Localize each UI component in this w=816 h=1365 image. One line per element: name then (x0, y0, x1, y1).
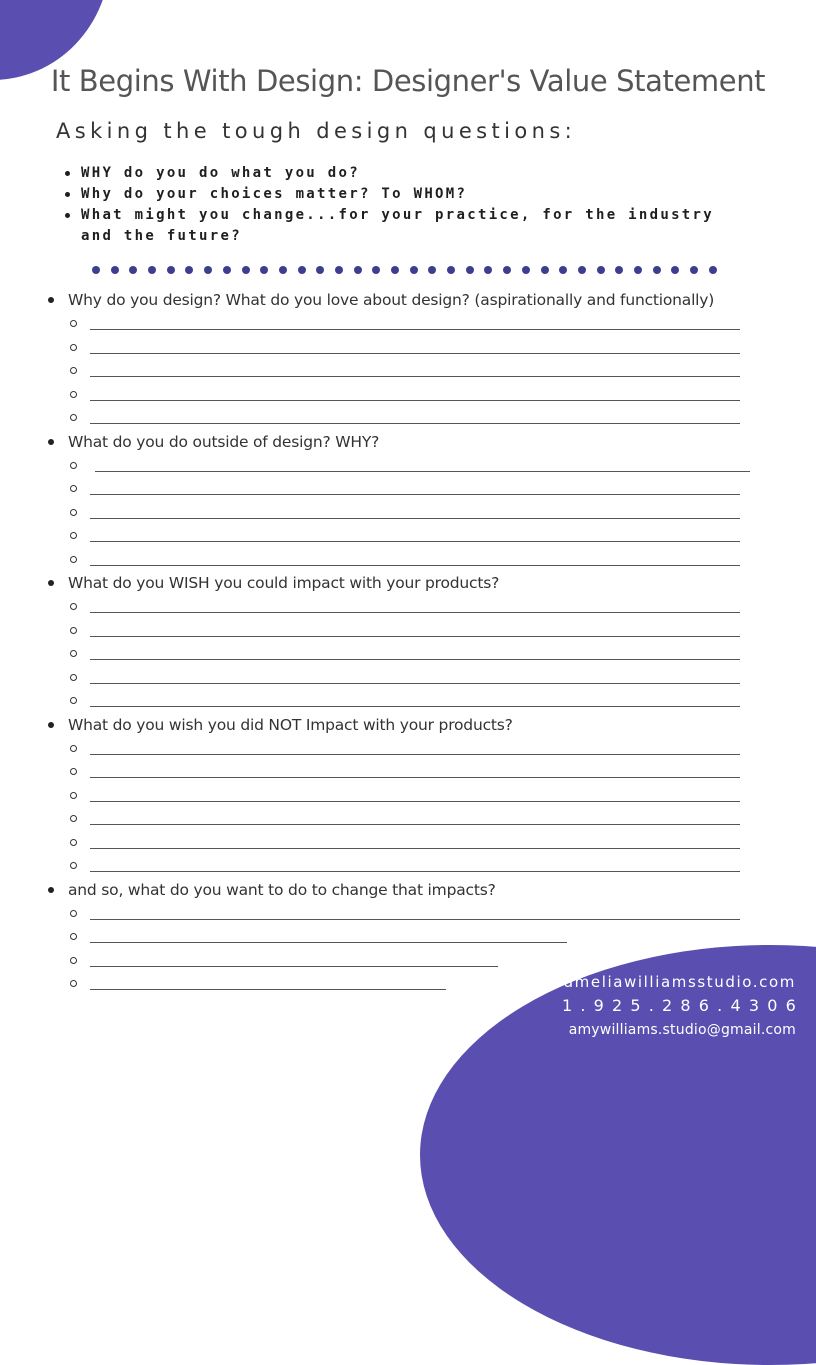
answer-line-item (48, 949, 768, 973)
question-row (48, 878, 768, 902)
answer-line-item (48, 854, 768, 878)
hollow-bullet-icon (70, 509, 77, 516)
answer-blank-line[interactable] (90, 753, 740, 755)
hollow-bullet-icon (70, 768, 77, 775)
separator-dot (148, 266, 156, 274)
answer-blank-line[interactable] (90, 564, 740, 566)
answer-line-item (48, 524, 768, 548)
questions-list (48, 288, 768, 996)
hollow-bullet-icon (70, 910, 77, 917)
separator-dot (671, 266, 679, 274)
answer-line-item (48, 689, 768, 713)
separator-dot (223, 266, 231, 274)
answer-blank-line[interactable] (90, 328, 740, 330)
answer-blank-line[interactable] (90, 399, 740, 401)
answer-blank-line[interactable] (90, 823, 740, 825)
separator-dot (653, 266, 661, 274)
answer-blank-line[interactable] (95, 470, 750, 472)
separator-dot (129, 266, 137, 274)
separator-dot (578, 266, 586, 274)
answer-line-item (48, 642, 768, 666)
page-title: It Begins With Design: Designer's Value Statement (50, 64, 766, 98)
answer-line-item (48, 831, 768, 855)
answer-line-item (48, 737, 768, 761)
separator-dot (260, 266, 268, 274)
hollow-bullet-icon (70, 627, 77, 634)
email-link[interactable]: amywilliams.studio@gmail.com (568, 1022, 796, 1038)
separator-dot (372, 266, 380, 274)
separator-dot (185, 266, 193, 274)
hollow-bullet-icon (70, 839, 77, 846)
separator-dot (615, 266, 623, 274)
separator-dot (709, 266, 717, 274)
hollow-bullet-icon (70, 344, 77, 351)
hollow-bullet-icon (70, 320, 77, 327)
hollow-bullet-icon (70, 933, 77, 940)
answer-line-item (48, 925, 768, 949)
hollow-bullet-icon (70, 391, 77, 398)
answer-blank-line[interactable] (90, 965, 498, 967)
question-text: What do you do outside of design? WHY? (68, 432, 380, 451)
hollow-bullet-icon (70, 556, 77, 563)
bullet-icon (48, 297, 54, 303)
separator-dot (634, 266, 642, 274)
answer-line-item (48, 807, 768, 831)
separator-dot (503, 266, 511, 274)
separator-dot (167, 266, 175, 274)
answer-blank-line[interactable] (90, 540, 740, 542)
answer-blank-line[interactable] (90, 776, 740, 778)
hollow-bullet-icon (70, 603, 77, 610)
hollow-bullet-icon (70, 957, 77, 964)
question-text: What do you wish you did NOT Impact with your products? (68, 715, 513, 734)
answer-line-item (48, 548, 768, 572)
hollow-bullet-icon (70, 980, 77, 987)
hollow-bullet-icon (70, 650, 77, 657)
answer-line-item (48, 477, 768, 501)
answer-line-item (48, 501, 768, 525)
hollow-bullet-icon (70, 414, 77, 421)
hollow-bullet-icon (70, 697, 77, 704)
contact-info (561, 970, 804, 1042)
question-item (48, 430, 768, 572)
question-item (48, 713, 768, 878)
website-link[interactable]: ameliawilliamsstudio.com (563, 973, 796, 991)
separator-dot (690, 266, 698, 274)
answer-line-item (48, 595, 768, 619)
separator-dot (428, 266, 436, 274)
question-row (48, 571, 768, 595)
question-row (48, 713, 768, 737)
separator-dot (92, 266, 100, 274)
separator-dot (242, 266, 250, 274)
separator-dot (391, 266, 399, 274)
page-subtitle: Asking the tough design questions: (56, 119, 577, 143)
answer-blank-line[interactable] (90, 941, 567, 943)
separator-dot (466, 266, 474, 274)
bullet-icon (48, 580, 54, 586)
question-text: What do you WISH you could impact with your products? (68, 574, 500, 592)
answer-blank-line[interactable] (90, 658, 740, 660)
answer-line-item (48, 784, 768, 808)
hollow-bullet-icon (70, 745, 77, 752)
separator-dot (335, 266, 343, 274)
answer-line-item (48, 312, 768, 336)
separator-dot (298, 266, 306, 274)
answer-line-item (48, 383, 768, 407)
hollow-bullet-icon (70, 815, 77, 822)
answer-blank-line[interactable] (90, 375, 740, 377)
question-row (48, 288, 768, 312)
separator-dot (410, 266, 418, 274)
question-item (48, 571, 768, 713)
phone-number: 1.925.286.4306 (561, 996, 804, 1015)
hollow-bullet-icon (70, 674, 77, 681)
answer-blank-line[interactable] (90, 918, 740, 920)
separator-dot (447, 266, 455, 274)
separator-dot (279, 266, 287, 274)
answer-blank-line[interactable] (90, 847, 740, 849)
answer-line-item (48, 406, 768, 430)
tough-question: Why do your choices matter? To WHOM? (62, 184, 741, 205)
hollow-bullet-icon (70, 367, 77, 374)
dotted-separator (92, 266, 717, 276)
separator-dot (522, 266, 530, 274)
separator-dot (541, 266, 549, 274)
bullet-icon (48, 722, 54, 728)
answer-line-item (48, 454, 768, 478)
hollow-bullet-icon (70, 532, 77, 539)
answer-blank-line[interactable] (90, 493, 740, 495)
separator-dot (204, 266, 212, 274)
answer-line-item (48, 902, 768, 926)
tough-questions-list (62, 163, 741, 247)
separator-dot (354, 266, 362, 274)
hollow-bullet-icon (70, 862, 77, 869)
question-text: Why do you design? What do you love about design? (aspirationally and functionally) (68, 291, 715, 309)
separator-dot (484, 266, 492, 274)
answer-blank-line[interactable] (90, 635, 740, 637)
answer-line-item (48, 359, 768, 383)
separator-dot (597, 266, 605, 274)
answer-line-item (48, 336, 768, 360)
separator-dot (316, 266, 324, 274)
answer-blank-line[interactable] (90, 352, 740, 354)
question-text: and so, what do you want to do to change that impacts? (68, 880, 496, 899)
question-row (48, 430, 768, 454)
answer-blank-line[interactable] (90, 611, 740, 613)
answer-blank-line[interactable] (90, 517, 740, 519)
answer-blank-line[interactable] (90, 800, 740, 802)
hollow-bullet-icon (70, 462, 77, 469)
answer-line-item (48, 619, 768, 643)
separator-dot (559, 266, 567, 274)
answer-blank-line[interactable] (90, 422, 740, 424)
answer-line-item (48, 760, 768, 784)
tough-question: WHY do you do what you do? (62, 163, 741, 184)
answer-blank-line[interactable] (90, 682, 740, 684)
answer-line-item (48, 666, 768, 690)
hollow-bullet-icon (70, 485, 77, 492)
question-item (48, 288, 768, 430)
hollow-bullet-icon (70, 792, 77, 799)
answer-blank-line[interactable] (90, 988, 446, 990)
answer-blank-line[interactable] (90, 870, 740, 872)
answer-blank-line[interactable] (90, 705, 740, 707)
bullet-icon (48, 887, 54, 893)
tough-question: What might you change...for your practice, for the industry and the future? (62, 205, 741, 247)
bullet-icon (48, 439, 54, 445)
separator-dot (111, 266, 119, 274)
